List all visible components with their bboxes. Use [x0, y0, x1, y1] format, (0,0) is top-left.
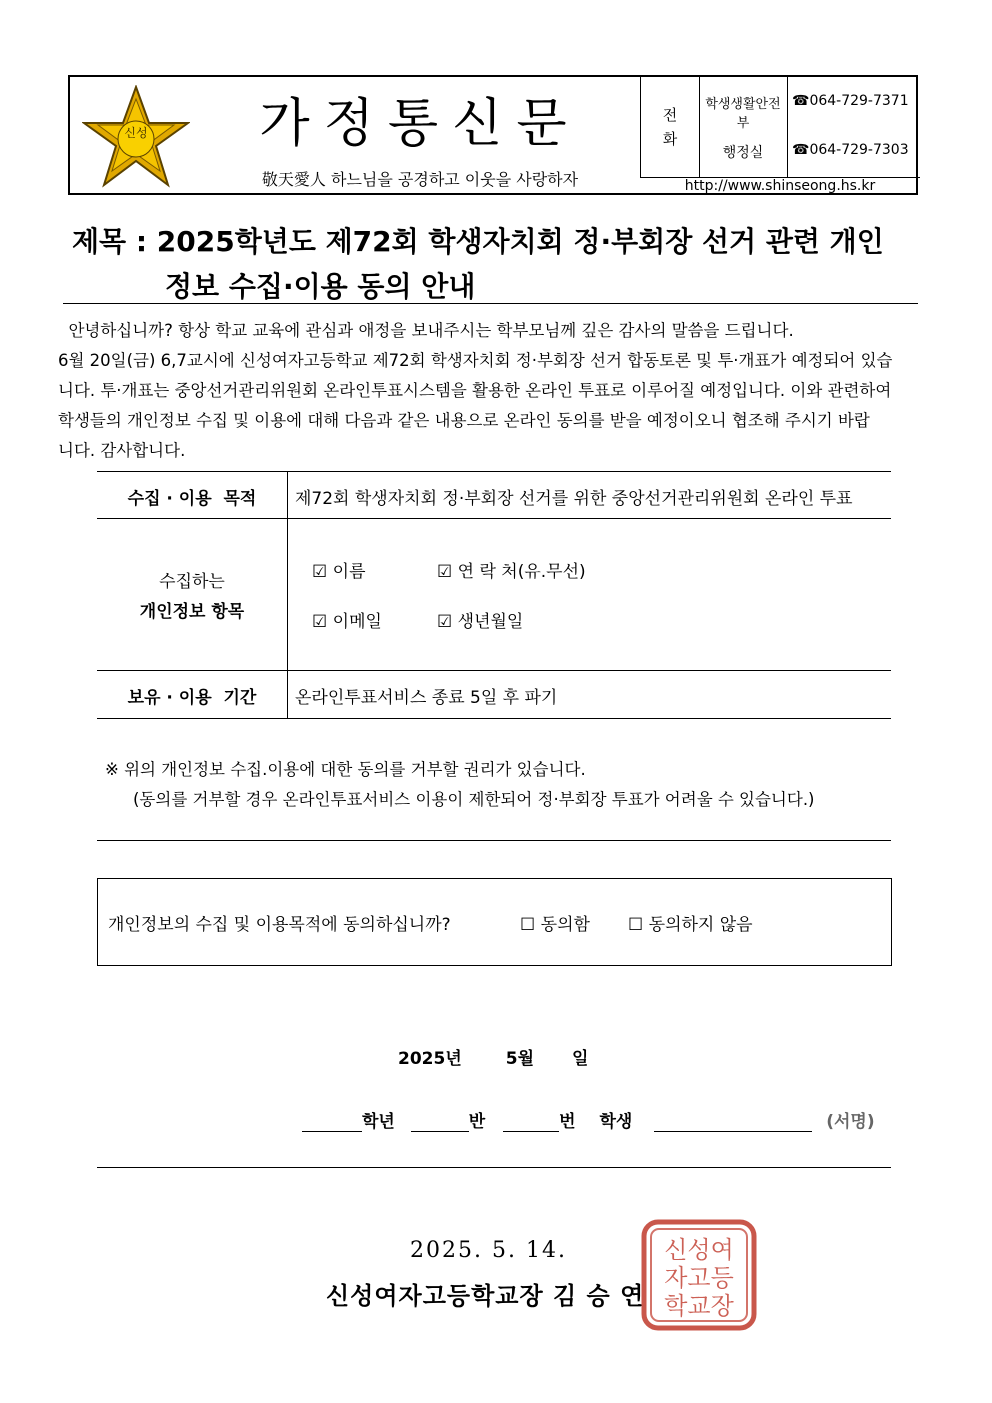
class-label: 반	[468, 1112, 486, 1132]
table-rule	[97, 718, 891, 719]
divider	[699, 77, 700, 177]
school-website[interactable]: http://www.shinseong.hs.kr	[684, 178, 876, 194]
table-column-divider	[287, 471, 288, 719]
school-logo	[82, 85, 190, 189]
sign-month: 5월	[505, 1049, 535, 1069]
table-rule	[97, 471, 891, 472]
number-label: 번	[559, 1112, 576, 1132]
disagree-checkbox[interactable]: ☐ 동의하지 않음	[628, 915, 753, 935]
signature-blank[interactable]	[654, 1131, 812, 1132]
purpose-value: 제72회 학생자치회 정·부회장 선거를 위한 중앙선거관리위원회 온라인 투표	[295, 489, 853, 509]
principal-name: 신성여자고등학교장 김 승 연	[326, 1281, 645, 1310]
item-contact-check: ☑ 연 락 처(유.무선)	[437, 562, 586, 582]
subject-underline	[63, 303, 918, 304]
divider	[97, 1167, 891, 1168]
purpose-label: 수집 · 이용 목적	[127, 489, 257, 509]
seal-text-1: 신성여	[664, 1236, 734, 1264]
phone-label-1: 전	[662, 106, 678, 124]
official-seal	[640, 1218, 758, 1332]
student-label: 학생	[599, 1112, 633, 1132]
consent-question: 개인정보의 수집 및 이용목적에 동의하십니까?	[108, 915, 451, 935]
signature-label: (서명)	[826, 1112, 875, 1132]
intro-line: 니다. 투·개표는 중앙선거관리위원회 온라인투표시스템을 활용한 온라인 투표로 이루어질 예정입니다. 이와 관련하여	[58, 381, 892, 400]
sign-day: 일	[572, 1049, 589, 1069]
table-rule	[97, 670, 891, 671]
privacy-info-table	[97, 471, 891, 719]
table-rule	[97, 518, 891, 519]
dept-admin-office: 행정실	[722, 145, 764, 161]
refusal-consequence-note: (동의를 거부할 경우 온라인투표서비스 이용이 제한되어 정·부회장 투표가 어려울 수 있습니다.)	[133, 790, 815, 809]
sign-year: 2025년	[398, 1049, 462, 1069]
refusal-right-note: ※ 위의 개인정보 수집.이용에 대한 동의를 거부할 권리가 있습니다.	[105, 760, 586, 779]
agree-checkbox[interactable]: ☐ 동의함	[520, 915, 590, 935]
star-logo-icon	[82, 85, 190, 189]
issue-date: 2025. 5. 14.	[410, 1238, 567, 1263]
header-box	[68, 75, 918, 195]
period-value: 온라인투표서비스 종료 5일 후 파기	[295, 688, 558, 708]
grade-blank[interactable]	[302, 1131, 362, 1132]
subject-line-2: 정보 수집·이용 동의 안내	[165, 270, 476, 303]
newsletter-title: 가정통신문	[259, 94, 581, 154]
intro-line: 니다. 감사합니다.	[58, 441, 186, 460]
grade-label: 학년	[362, 1112, 395, 1132]
divider	[787, 77, 788, 177]
phone-label	[641, 77, 699, 177]
item-email-check: ☑ 이메일	[312, 612, 382, 632]
dept-student-safety: 학생생활안전부	[705, 97, 781, 131]
class-blank[interactable]	[411, 1131, 469, 1132]
item-name-check: ☑ 이름	[312, 562, 366, 582]
phone-label-2: 화	[662, 130, 678, 148]
item-birthdate-check: ☑ 생년월일	[437, 612, 524, 632]
subject-line-1: 제목 : 2025학년도 제72회 학생자치회 정·부회장 선거 관련 개인	[72, 225, 884, 258]
items-label-2: 개인정보 항목	[139, 602, 245, 622]
intro-line: 안녕하십니까? 항상 학교 교육에 관심과 애정을 보내주시는 학부모님께 깊은 감사의 말씀을 드립니다.	[58, 321, 794, 340]
student-sign-line	[302, 1107, 875, 1132]
period-label: 보유 · 이용 기간	[127, 688, 257, 708]
items-label-1: 수집하는	[159, 572, 225, 592]
school-motto: 敬天愛人 하느님을 공경하고 이웃을 사랑하자	[261, 170, 579, 189]
seal-stamp-icon	[640, 1218, 758, 1332]
logo-text: 신성	[124, 126, 148, 140]
intro-line: 학생들의 개인정보 수집 및 이용에 대해 다음과 같은 내용으로 온라인 동의를 받을 예정이오니 협조해 주시기 바랍	[58, 411, 870, 430]
sign-date	[398, 1044, 588, 1069]
tel-student-safety: ☎064-729-7371	[792, 93, 909, 109]
tel-admin-office: ☎064-729-7303	[792, 142, 909, 158]
divider	[97, 840, 891, 841]
seal-text-3: 학교장	[664, 1292, 734, 1320]
number-blank[interactable]	[503, 1131, 559, 1132]
consent-box	[97, 878, 892, 966]
seal-text-2: 자고등	[664, 1264, 734, 1292]
intro-line: 6월 20일(금) 6,7교시에 신성여자고등학교 제72회 학생자치회 정·부회장 선거 합동토론 및 투·개표가 예정되어 있습	[58, 351, 893, 370]
